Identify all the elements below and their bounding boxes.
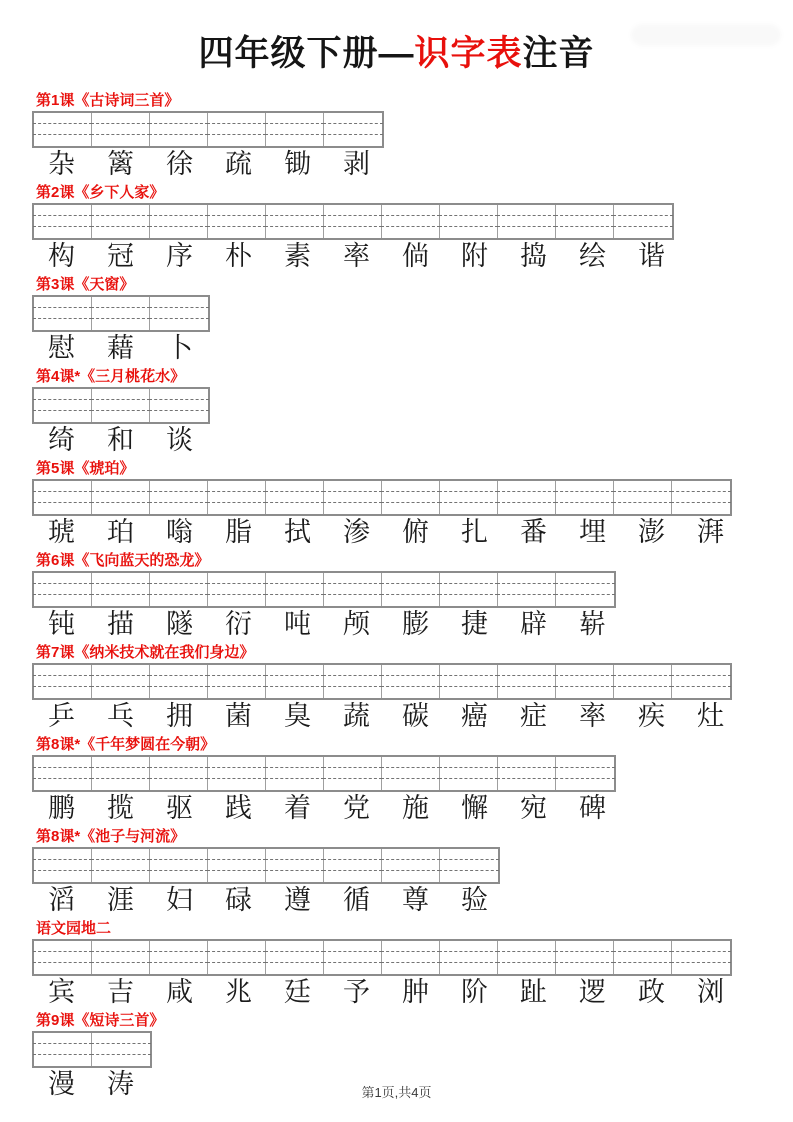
character: 剥	[343, 149, 370, 180]
character: 予	[343, 977, 370, 1008]
page-number: 第1页,共4页	[361, 1085, 432, 1100]
pinyin-cell	[324, 481, 382, 514]
pinyin-cell	[150, 389, 208, 422]
pinyin-cell	[498, 941, 556, 974]
pinyin-cell	[150, 297, 208, 330]
character: 兆	[225, 977, 252, 1008]
character: 篱	[107, 149, 134, 180]
pinyin-cell	[672, 941, 730, 974]
pinyin-cell	[92, 1033, 150, 1066]
lesson-section	[32, 920, 793, 1010]
lesson-section	[32, 184, 793, 274]
pinyin-cell	[614, 941, 672, 974]
pinyin-cell	[34, 665, 92, 698]
character: 症	[520, 701, 547, 732]
character: 扎	[461, 517, 488, 548]
character: 珀	[107, 517, 134, 548]
pinyin-cell	[556, 205, 614, 238]
pinyin-cell	[382, 665, 440, 698]
lesson-section	[32, 736, 793, 826]
pinyin-cell	[208, 665, 266, 698]
character: 滔	[48, 885, 75, 916]
character: 辟	[520, 609, 547, 640]
lesson-heading: 第8课*《千年梦圆在今朝》	[36, 736, 216, 753]
character: 验	[461, 885, 488, 916]
character: 乓	[107, 701, 134, 732]
character: 碌	[225, 885, 252, 916]
pinyin-cell	[34, 481, 92, 514]
pinyin-cell	[324, 205, 382, 238]
pinyin-cell	[92, 941, 150, 974]
character: 菌	[225, 701, 252, 732]
character: 癌	[461, 701, 488, 732]
pinyin-cell	[208, 757, 266, 790]
pinyin-cell	[266, 205, 324, 238]
pinyin-cell	[266, 573, 324, 606]
pinyin-cell	[266, 757, 324, 790]
character: 臭	[284, 701, 311, 732]
lesson-heading: 语文园地二	[36, 920, 112, 937]
character: 吉	[107, 977, 134, 1008]
character: 渗	[343, 517, 370, 548]
pinyin-grid	[32, 203, 674, 240]
character: 徐	[166, 149, 193, 180]
character: 党	[343, 793, 370, 824]
character: 逻	[579, 977, 606, 1008]
lesson-section	[32, 368, 793, 458]
pinyin-cell	[92, 665, 150, 698]
lesson-section	[32, 460, 793, 550]
pinyin-cell	[92, 113, 150, 146]
pinyin-cell	[266, 849, 324, 882]
pinyin-cell	[440, 849, 498, 882]
pinyin-cell	[34, 849, 92, 882]
character-row	[32, 976, 793, 1010]
pinyin-cell	[150, 113, 208, 146]
character: 驱	[166, 793, 193, 824]
character: 嗡	[166, 517, 193, 548]
pinyin-cell	[324, 849, 382, 882]
pinyin-cell	[208, 205, 266, 238]
character: 涛	[107, 1069, 134, 1100]
lesson-section	[32, 828, 793, 918]
character: 琥	[48, 517, 75, 548]
character-row	[32, 608, 793, 642]
character: 谈	[166, 425, 193, 456]
pinyin-cell	[382, 757, 440, 790]
character-row	[32, 240, 793, 274]
character: 湃	[697, 517, 724, 548]
pinyin-cell	[34, 297, 92, 330]
pinyin-cell	[498, 665, 556, 698]
character: 捣	[520, 241, 547, 272]
character-row	[32, 148, 793, 182]
pinyin-cell	[266, 941, 324, 974]
pinyin-cell	[150, 941, 208, 974]
character: 附	[461, 241, 488, 272]
character: 践	[225, 793, 252, 824]
pinyin-cell	[324, 573, 382, 606]
pinyin-cell	[208, 941, 266, 974]
pinyin-cell	[150, 573, 208, 606]
pinyin-cell	[92, 573, 150, 606]
character: 谐	[638, 241, 665, 272]
pinyin-cell	[34, 1033, 92, 1066]
watermark-smudge	[631, 24, 781, 46]
character: 蔬	[343, 701, 370, 732]
character-row	[32, 792, 793, 826]
pinyin-cell	[440, 757, 498, 790]
pinyin-cell	[614, 665, 672, 698]
pinyin-cell	[556, 757, 614, 790]
pinyin-cell	[382, 849, 440, 882]
character: 卜	[166, 333, 193, 364]
character: 疏	[225, 149, 252, 180]
pinyin-cell	[382, 205, 440, 238]
pinyin-cell	[324, 757, 382, 790]
pinyin-cell	[498, 573, 556, 606]
lesson-heading: 第1课《古诗词三首》	[36, 92, 180, 109]
lesson-heading: 第8课*《池子与河流》	[36, 828, 186, 845]
pinyin-cell	[92, 389, 150, 422]
pinyin-cell	[672, 481, 730, 514]
lesson-heading: 第3课《天窗》	[36, 276, 135, 293]
pinyin-cell	[382, 941, 440, 974]
character-row	[32, 424, 793, 458]
character: 冠	[107, 241, 134, 272]
character: 率	[579, 701, 606, 732]
pinyin-cell	[34, 757, 92, 790]
character: 杂	[48, 149, 75, 180]
pinyin-cell	[324, 665, 382, 698]
pinyin-cell	[208, 849, 266, 882]
pinyin-cell	[382, 573, 440, 606]
character: 隧	[166, 609, 193, 640]
pinyin-cell	[614, 481, 672, 514]
pinyin-cell	[34, 205, 92, 238]
pinyin-cell	[440, 573, 498, 606]
character: 乒	[48, 701, 75, 732]
character: 和	[107, 425, 134, 456]
pinyin-cell	[208, 481, 266, 514]
character: 漫	[48, 1069, 75, 1100]
character: 趾	[520, 977, 547, 1008]
pinyin-cell	[34, 389, 92, 422]
lesson-section	[32, 92, 793, 182]
pinyin-cell	[498, 757, 556, 790]
pinyin-grid	[32, 479, 732, 516]
pinyin-cell	[208, 573, 266, 606]
sections-container	[32, 92, 793, 1102]
pinyin-cell	[324, 113, 382, 146]
character: 俯	[402, 517, 429, 548]
character: 藉	[107, 333, 134, 364]
character: 疾	[638, 701, 665, 732]
lesson-heading: 第5课《琥珀》	[36, 460, 135, 477]
pinyin-grid	[32, 939, 732, 976]
character: 崭	[579, 609, 606, 640]
pinyin-grid	[32, 847, 500, 884]
character: 绘	[579, 241, 606, 272]
pinyin-cell	[150, 205, 208, 238]
pinyin-cell	[92, 849, 150, 882]
character: 遵	[284, 885, 311, 916]
lesson-heading: 第4课*《三月桃花水》	[36, 368, 186, 385]
character: 颅	[343, 609, 370, 640]
pinyin-cell	[672, 665, 730, 698]
character: 宛	[520, 793, 547, 824]
character: 碑	[579, 793, 606, 824]
character: 描	[107, 609, 134, 640]
character: 捷	[461, 609, 488, 640]
pinyin-grid	[32, 295, 210, 332]
pinyin-cell	[34, 941, 92, 974]
pinyin-grid	[32, 387, 210, 424]
pinyin-cell	[382, 481, 440, 514]
title-suffix: 注音	[522, 34, 595, 73]
pinyin-grid	[32, 111, 384, 148]
lesson-heading: 第9课《短诗三首》	[36, 1012, 165, 1029]
pinyin-cell	[92, 297, 150, 330]
character: 阶	[461, 977, 488, 1008]
pinyin-cell	[556, 665, 614, 698]
pinyin-cell	[34, 113, 92, 146]
character: 锄	[284, 149, 311, 180]
character-row	[32, 516, 793, 550]
character: 埋	[579, 517, 606, 548]
pinyin-cell	[150, 481, 208, 514]
character: 肿	[402, 977, 429, 1008]
pinyin-cell	[614, 205, 672, 238]
pinyin-cell	[150, 849, 208, 882]
character: 浏	[697, 977, 724, 1008]
pinyin-cell	[440, 665, 498, 698]
character: 妇	[166, 885, 193, 916]
lesson-heading: 第7课《纳米技术就在我们身边》	[36, 644, 255, 661]
character: 钝	[48, 609, 75, 640]
character: 番	[520, 517, 547, 548]
lesson-section	[32, 276, 793, 366]
pinyin-cell	[440, 941, 498, 974]
pinyin-grid	[32, 663, 732, 700]
title-highlight: 识字表	[414, 34, 523, 73]
character-row	[32, 884, 793, 918]
character: 揽	[107, 793, 134, 824]
character: 素	[284, 241, 311, 272]
character-row	[32, 700, 793, 734]
character: 灶	[697, 701, 724, 732]
pinyin-grid	[32, 755, 616, 792]
pinyin-cell	[266, 113, 324, 146]
pinyin-grid	[32, 1031, 152, 1068]
title-prefix: 四年级下册—	[198, 34, 415, 73]
character: 政	[638, 977, 665, 1008]
character: 循	[343, 885, 370, 916]
lesson-heading: 第2课《乡下人家》	[36, 184, 165, 201]
character: 序	[166, 241, 193, 272]
character: 咸	[166, 977, 193, 1008]
character: 鹏	[48, 793, 75, 824]
character-row	[32, 332, 793, 366]
pinyin-grid	[32, 571, 616, 608]
lesson-heading: 第6课《飞向蓝天的恐龙》	[36, 552, 210, 569]
character: 率	[343, 241, 370, 272]
character: 朴	[225, 241, 252, 272]
pinyin-cell	[498, 205, 556, 238]
lesson-section	[32, 552, 793, 642]
lesson-section	[32, 644, 793, 734]
character: 构	[48, 241, 75, 272]
pinyin-cell	[92, 481, 150, 514]
pinyin-cell	[92, 205, 150, 238]
character: 碳	[402, 701, 429, 732]
character: 慰	[48, 333, 75, 364]
character: 澎	[638, 517, 665, 548]
character: 倘	[402, 241, 429, 272]
character: 脂	[225, 517, 252, 548]
character: 吨	[284, 609, 311, 640]
pinyin-cell	[150, 665, 208, 698]
pinyin-cell	[498, 481, 556, 514]
character: 涯	[107, 885, 134, 916]
character: 施	[402, 793, 429, 824]
pinyin-cell	[440, 481, 498, 514]
pinyin-cell	[556, 481, 614, 514]
pinyin-cell	[266, 665, 324, 698]
character: 膨	[402, 609, 429, 640]
character: 衍	[225, 609, 252, 640]
character: 懈	[461, 793, 488, 824]
pinyin-cell	[324, 941, 382, 974]
character: 拭	[284, 517, 311, 548]
pinyin-cell	[440, 205, 498, 238]
character: 拥	[166, 701, 193, 732]
pinyin-cell	[266, 481, 324, 514]
pinyin-cell	[208, 113, 266, 146]
pinyin-cell	[556, 573, 614, 606]
pinyin-cell	[150, 757, 208, 790]
pinyin-cell	[92, 757, 150, 790]
character: 廷	[284, 977, 311, 1008]
character: 着	[284, 793, 311, 824]
pinyin-cell	[556, 941, 614, 974]
pinyin-cell	[34, 573, 92, 606]
character: 尊	[402, 885, 429, 916]
character: 宾	[48, 977, 75, 1008]
character: 绮	[48, 425, 75, 456]
